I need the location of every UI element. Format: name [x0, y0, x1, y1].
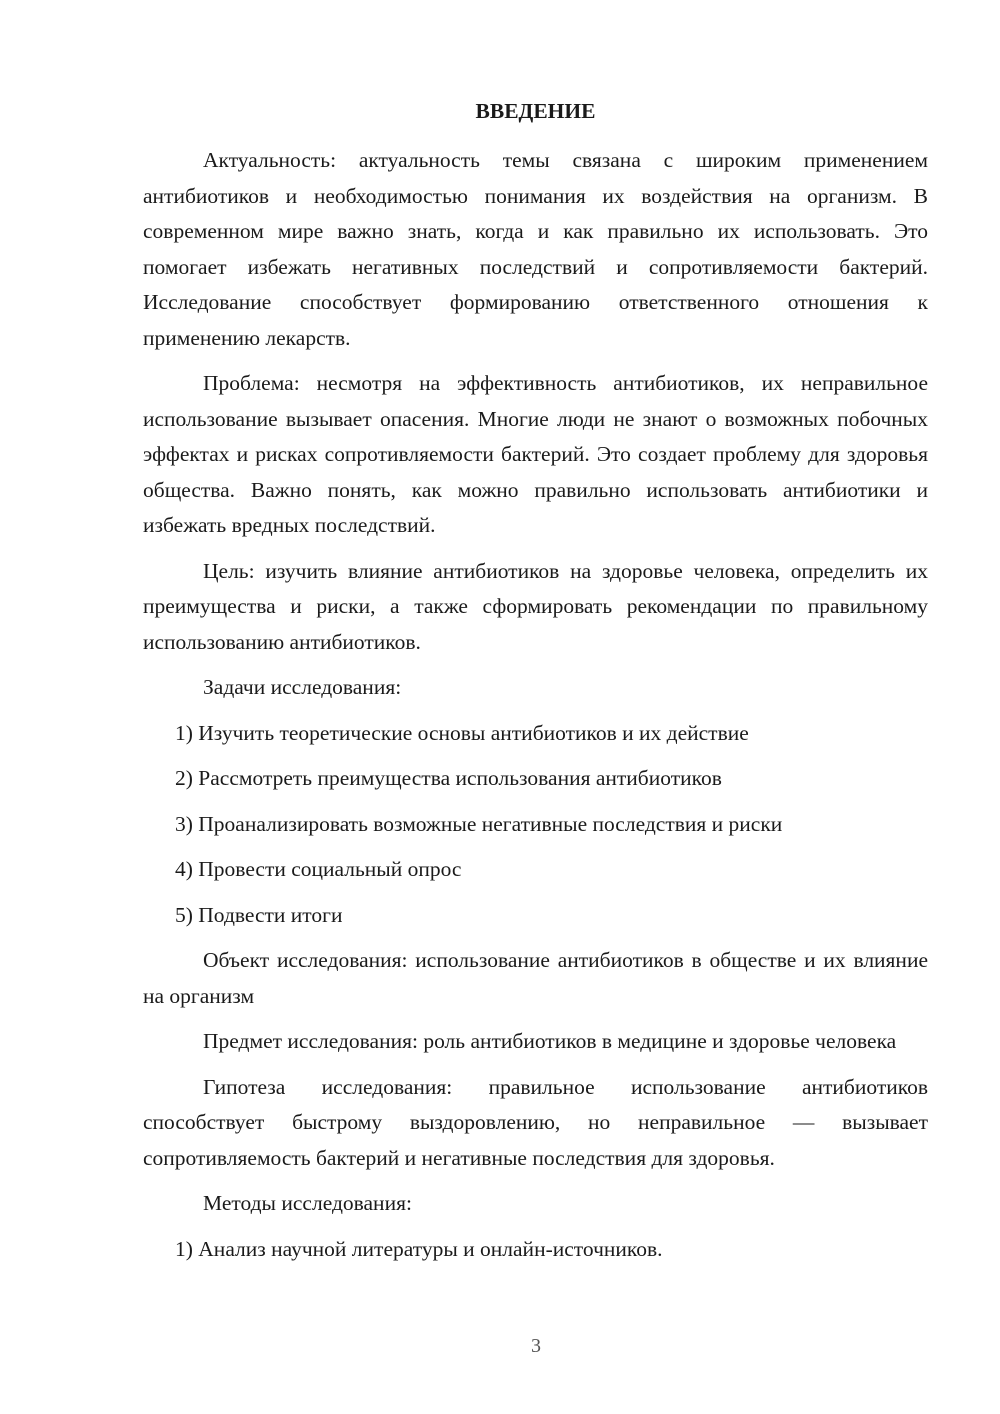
task-item-1: 1) Изучить теоретические основы антибиотиков и их действие [175, 720, 749, 745]
task-item-5: 5) Подвести итоги [175, 902, 343, 927]
object-paragraph: Объект исследования: использование антибиотиков в обществе и их влияние на организм [143, 948, 928, 1008]
subject-paragraph: Предмет исследования: роль антибиотиков в медицине и здоровье человека [203, 1029, 897, 1053]
section-heading: ВВЕДЕНИЕ [475, 99, 596, 123]
page-number: 3 [531, 1335, 541, 1357]
methods-heading: Методы исследования: [203, 1191, 412, 1215]
problem-paragraph: Проблема: несмотря на эффективность антибиотиков, их неправильное использование вызывает опасения. Многие люди не знают о возможных побочных эффектах и рисках сопротивляемости бактерий. Это создает проблему для здоровья общества. Важно понять, как можно правильно использовать антибиотики и избежать вредных последствий. [143, 371, 928, 537]
task-item-2: 2) Рассмотреть преимущества использования антибиотиков [175, 766, 722, 790]
page-content [143, 96, 928, 1277]
goal-paragraph: Цель: изучить влияние антибиотиков на здоровье человека, определить их преимущества и риски, а также сформировать рекомендации по правильному использованию антибиотиков. [143, 558, 928, 654]
hypothesis-paragraph: Гипотеза исследования: правильное использование антибиотиков способствует быстрому выздоровлению, но неправильное — вызывает сопротивляемость бактерий и негативные последствия для здоровья. [143, 1074, 928, 1170]
task-item-3: 3) Проанализировать возможные негативные последствия и риски [175, 811, 783, 836]
tasks-heading: Задачи исследования: [203, 675, 402, 699]
method-item-1: 1) Анализ научной литературы и онлайн-источников. [175, 1236, 663, 1261]
relevance-paragraph: Актуальность: актуальность темы связана с широким применением антибиотиков и необходимостью понимания их воздействия на организм. В современном мире важно знать, когда и как правильно их использовать. Это помогает избежать негативных последствий и сопротивляемости бактерий. Исследование способствует формированию ответственного отношения к применению лекарств. [143, 148, 928, 350]
task-item-4: 4) Провести социальный опрос [175, 857, 462, 881]
